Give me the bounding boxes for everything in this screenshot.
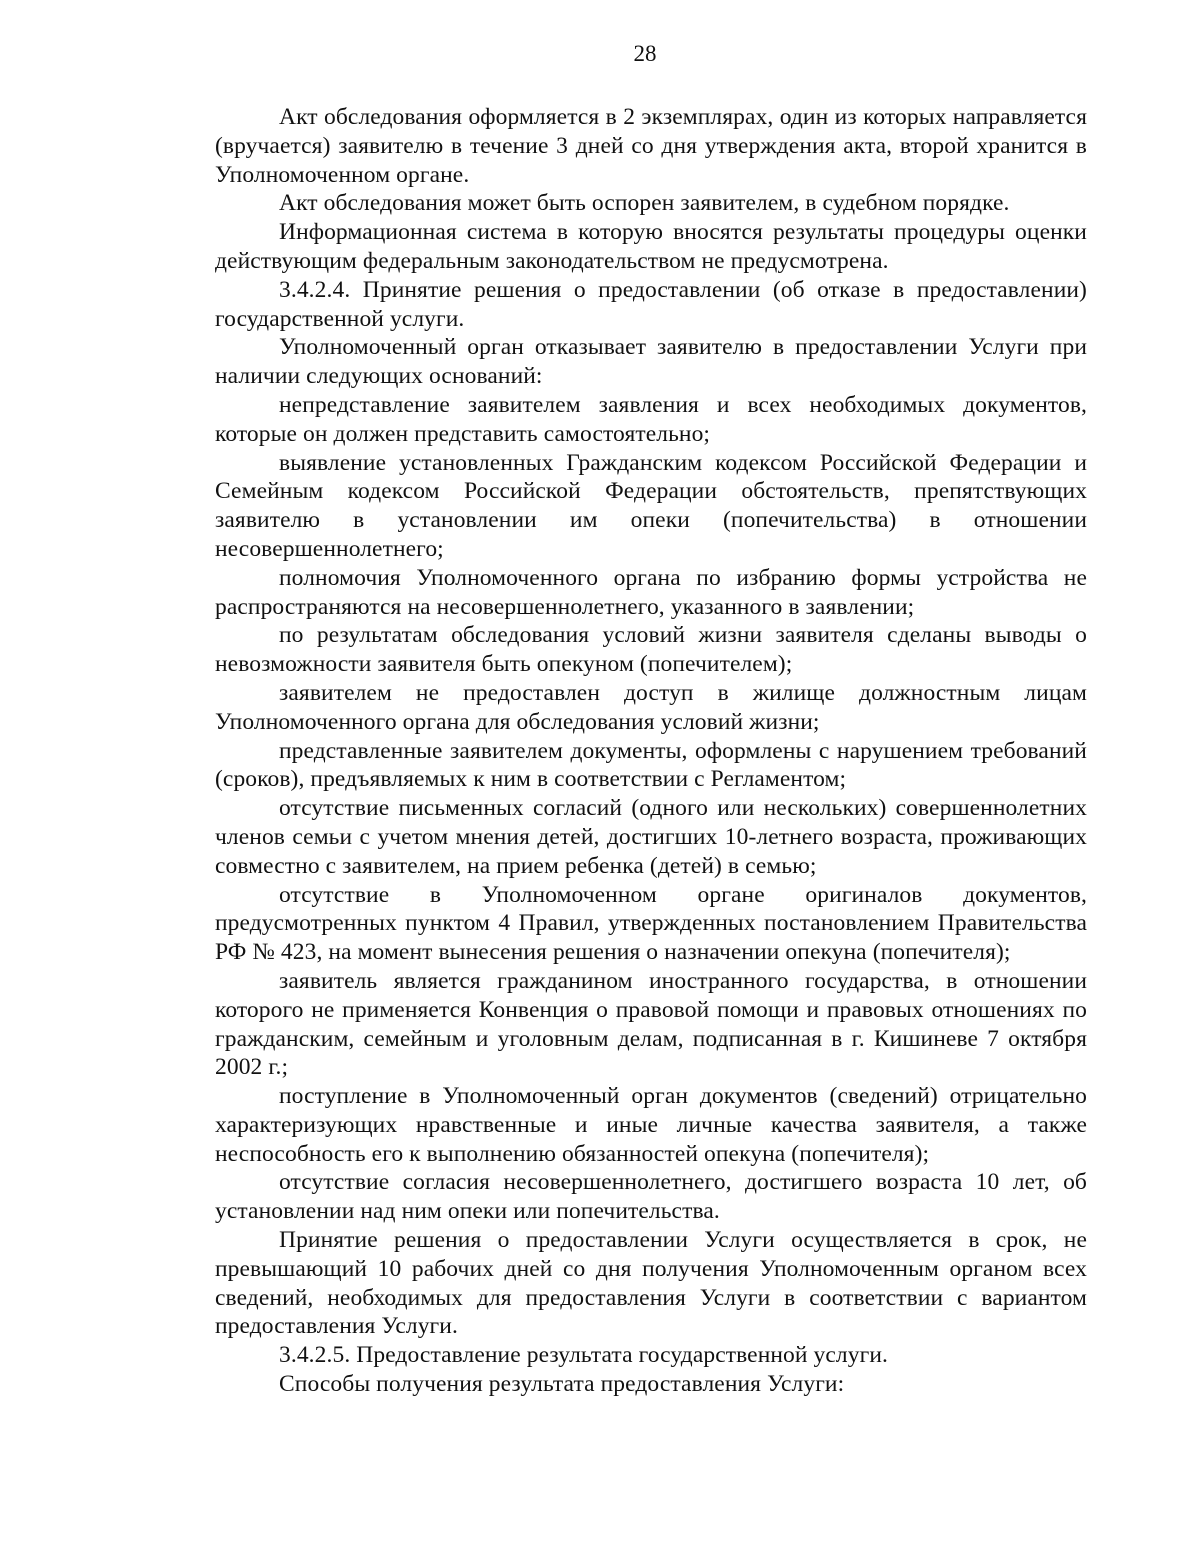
- document-body: [215, 103, 1087, 1399]
- section-heading: 3.4.2.4. Принятие решения о предоставлении (об отказе в предоставлении) государственной услуги.: [215, 276, 1087, 332]
- paragraph: Акт обследования оформляется в 2 экземплярах, один из которых направляется (вручается) заявителю в течение 3 дней со дня утверждения акта, второй хранится в Уполномоченном органе.: [215, 104, 1087, 188]
- list-item: отсутствие в Уполномоченном органе оригиналов документов, предусмотренных пунктом 4 Правил, утвержденных постановлением Правительства РФ № 423, на момент вынесения решения о назначении опекуна (попечителя);: [215, 881, 1087, 966]
- list-item: заявителем не предоставлен доступ в жилище должностным лицам Уполномоченного органа для обследования условий жизни;: [215, 679, 1087, 735]
- list-item: представленные заявителем документы, оформлены с нарушением требований (сроков), предъявляемых к ним в соответствии с Регламентом;: [215, 737, 1087, 793]
- section-heading: 3.4.2.5. Предоставление результата государственной услуги.: [279, 1342, 888, 1369]
- paragraph: Принятие решения о предоставлении Услуги осуществляется в срок, не превышающий 10 рабочих дней со дня получения Уполномоченным органом всех сведений, необходимых для предоставления Услуги в соответствии с вариантом предоставления Услуги.: [215, 1227, 1087, 1340]
- list-item: отсутствие письменных согласий (одного или нескольких) совершеннолетних членов семьи с учетом мнения детей, достигших 10-летнего возраста, проживающих совместно с заявителем, на прием ребенка (детей) в семью;: [215, 795, 1087, 879]
- list-item: поступление в Уполномоченный орган документов (сведений) отрицательно характеризующих нравственные и иные личные качества заявителя, а также неспособность его к выполнению обязанностей опекуна (попечителя);: [215, 1083, 1087, 1167]
- paragraph: Уполномоченный орган отказывает заявителю в предоставлении Услуги при наличии следующих оснований:: [215, 334, 1087, 390]
- list-item: полномочия Уполномоченного органа по избранию формы устройства не распространяются на несовершеннолетнего, указанного в заявлении;: [215, 564, 1087, 620]
- paragraph: Способы получения результата предоставления Услуги:: [279, 1371, 845, 1398]
- list-item: выявление установленных Гражданским кодексом Российской Федерации и Семейным кодексом Российской Федерации обстоятельств, препятствующих заявителю в установлении им опеки (попечительства) в отношении несовершеннолетнего;: [215, 449, 1087, 562]
- paragraph: Информационная система в которую вносятся результаты процедуры оценки действующим федеральным законодательством не предусмотрена.: [215, 219, 1087, 274]
- paragraph: Акт обследования может быть оспорен заявителем, в судебном порядке.: [279, 190, 1010, 217]
- page-number: 28: [633, 41, 657, 66]
- list-item: заявитель является гражданином иностранного государства, в отношении которого не применяется Конвенция о правовой помощи и правовых отношениях по гражданским, семейным и уголовным делам, подписанная в г. Кишиневе 7 октября 2002 г.;: [215, 967, 1087, 1081]
- list-item: непредставление заявителем заявления и всех необходимых документов, которые он должен представить самостоятельно;: [215, 391, 1087, 447]
- list-item: по результатам обследования условий жизни заявителя сделаны выводы о невозможности заявителя быть опекуном (попечителем);: [215, 622, 1087, 678]
- list-item: отсутствие согласия несовершеннолетнего, достигшего возраста 10 лет, об установлении над ним опеки или попечительства.: [215, 1169, 1087, 1225]
